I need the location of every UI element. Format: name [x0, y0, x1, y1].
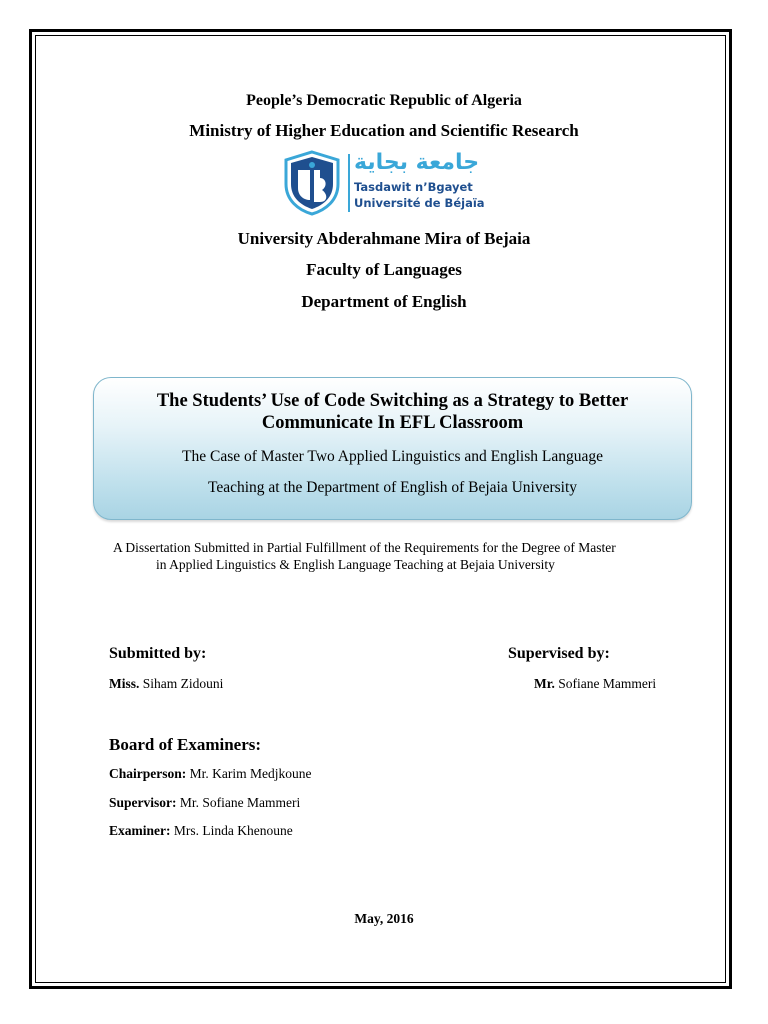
board-member-chairperson: [109, 766, 311, 782]
dissertation-title-line1: The Students’ Use of Code Switching as a Strategy to Better: [156, 391, 629, 411]
republic-heading: People’s Democratic Republic of Algeria: [246, 92, 522, 109]
board-member-examiner: [109, 823, 293, 839]
board-role: Chairperson:: [109, 766, 187, 781]
board-role: Examiner:: [109, 823, 171, 838]
supervised-by-label: Supervised by:: [508, 645, 610, 662]
board-heading: Board of Examiners:: [109, 735, 262, 754]
dissertation-statement-line1: A Dissertation Submitted in Partial Fulfillment of the Requirements for the Degree of Master: [113, 540, 616, 555]
student-title: Miss.: [109, 676, 140, 691]
submitted-by-label: Submitted by:: [109, 645, 207, 662]
student-name-line: [109, 676, 223, 692]
submission-date: May, 2016: [354, 911, 414, 926]
supervisor-name: Sofiane Mammeri: [558, 676, 657, 691]
board-member-name: Mrs. Linda Khenoune: [173, 823, 293, 838]
dissertation-title-line2: Communicate In EFL Classroom: [261, 413, 524, 433]
university-logo: [282, 150, 492, 220]
board-member-name: Mr. Sofiane Mammeri: [179, 795, 301, 810]
supervisor-name-line: [534, 676, 656, 692]
dissertation-statement-line2: in Applied Linguistics & English Language Teaching at Bejaia University: [156, 557, 555, 572]
university-name: University Abderahmane Mira of Bejaia: [237, 229, 531, 248]
board-member-name: Mr. Karim Medjkoune: [189, 766, 312, 781]
dissertation-subtitle-line1: The Case of Master Two Applied Linguistics and English Language: [182, 448, 603, 465]
board-role: Supervisor:: [109, 795, 177, 810]
logo-divider: [348, 154, 350, 212]
title-box: [93, 377, 692, 520]
university-emblem-icon: [282, 150, 342, 216]
department-name: Department of English: [301, 292, 467, 311]
logo-french-text: Université de Béjaïa: [354, 196, 485, 210]
faculty-name: Faculty of Languages: [306, 260, 462, 279]
logo-tamazight-text: Tasdawit n’Bgayet: [354, 180, 473, 194]
dissertation-subtitle-line2: Teaching at the Department of English of Bejaia University: [207, 479, 578, 496]
logo-arabic-text: جامعة بجاية: [354, 150, 480, 175]
ministry-heading: Ministry of Higher Education and Scientific Research: [189, 121, 579, 140]
supervisor-title: Mr.: [534, 676, 555, 691]
board-member-supervisor: [109, 795, 300, 811]
student-name: Siham Zidouni: [142, 676, 224, 691]
